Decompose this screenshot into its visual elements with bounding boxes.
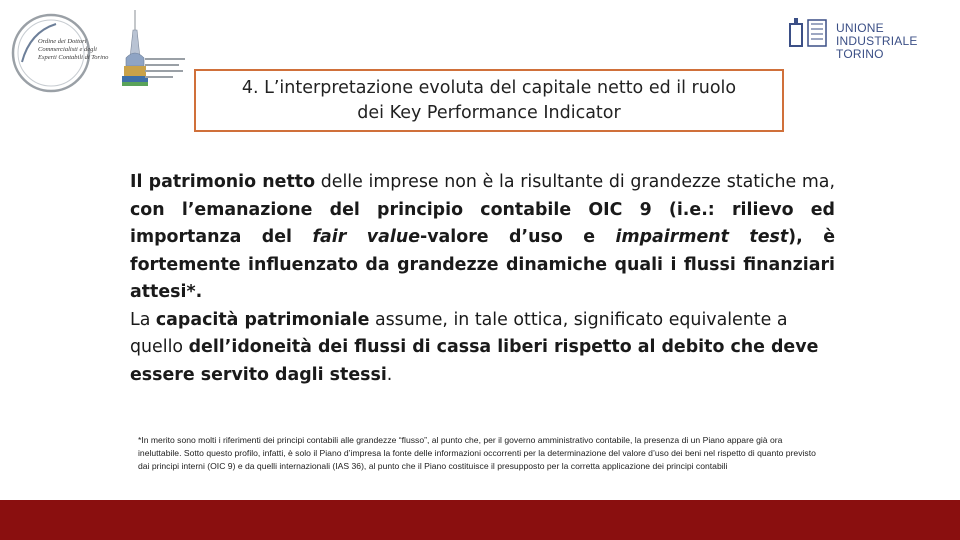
uit-line2: TORINO <box>836 47 884 61</box>
p2-text-3: . <box>386 364 393 385</box>
p1-bold-4: ), è fortemente influenzato da grandezze dinamiche quali i flussi finanziari attesi*. <box>130 227 835 302</box>
slide-title-line2: dei Key Performance Indicator <box>357 102 621 123</box>
p1-bold-2: con l’emanazione del principio contabile OIC 9 (i.e.: rilievo ed importanza del <box>130 199 835 247</box>
p2-text-2: assume, in tale ottica, significato equivalente a quello <box>130 309 788 357</box>
p2-bold-2: dell’idoneità dei flussi di cassa liberi rispetto al debito che deve essere servito dagli stessi <box>130 337 819 385</box>
p2-bold-1: capacità patrimoniale <box>155 309 370 330</box>
paragraph-1 <box>130 169 835 307</box>
p1-text-1: delle imprese non è la risultante di grandezze statiche ma, <box>315 172 835 192</box>
slide-body <box>130 169 835 389</box>
slide-title-box <box>194 69 784 132</box>
bottom-color-bar <box>0 500 960 540</box>
p1-bold-1: Il patrimonio netto <box>130 172 316 192</box>
paragraph-2 <box>130 307 835 390</box>
slide-title <box>242 76 736 126</box>
footnote: *In merito sono molti i riferimenti dei principi contabili alle grandezze “flusso”, al punto che, per il governo amministrativo contabile, la presenza di un Piano appare già ora ineluttabile. Sotto questo profilo, infatti, è solo il Piano d’impresa la fonte delle informazioni occorrenti per la determinazione del valore d’uso dei beni nel rispetto di quanto previsto dai principi interni (OIC 9) e da quelli internazionali (IAS 36), al punto che il Piano costituisce il presupposto per la corretta applicazione dei principi contabili <box>138 435 816 471</box>
uit-line1: UNIONE INDUSTRIALE <box>836 21 918 48</box>
unione-industriale-logo-text <box>836 22 960 61</box>
unione-industriale-icon <box>786 14 830 50</box>
p1-italic-2: impairment test <box>615 227 789 247</box>
odcec-logo-text: Ordine dei Dottori Commercialisti e degli Esperti Contabili di Torino <box>38 38 109 61</box>
p1-bold-3: -valore d’uso e <box>420 227 616 247</box>
p1-italic-1: fair value <box>312 227 420 247</box>
p2-text-1: La <box>130 309 156 330</box>
mole-caption-graphic <box>145 56 193 86</box>
slide-title-line1: 4. L’interpretazione evoluta del capitale netto ed il ruolo <box>241 77 737 98</box>
